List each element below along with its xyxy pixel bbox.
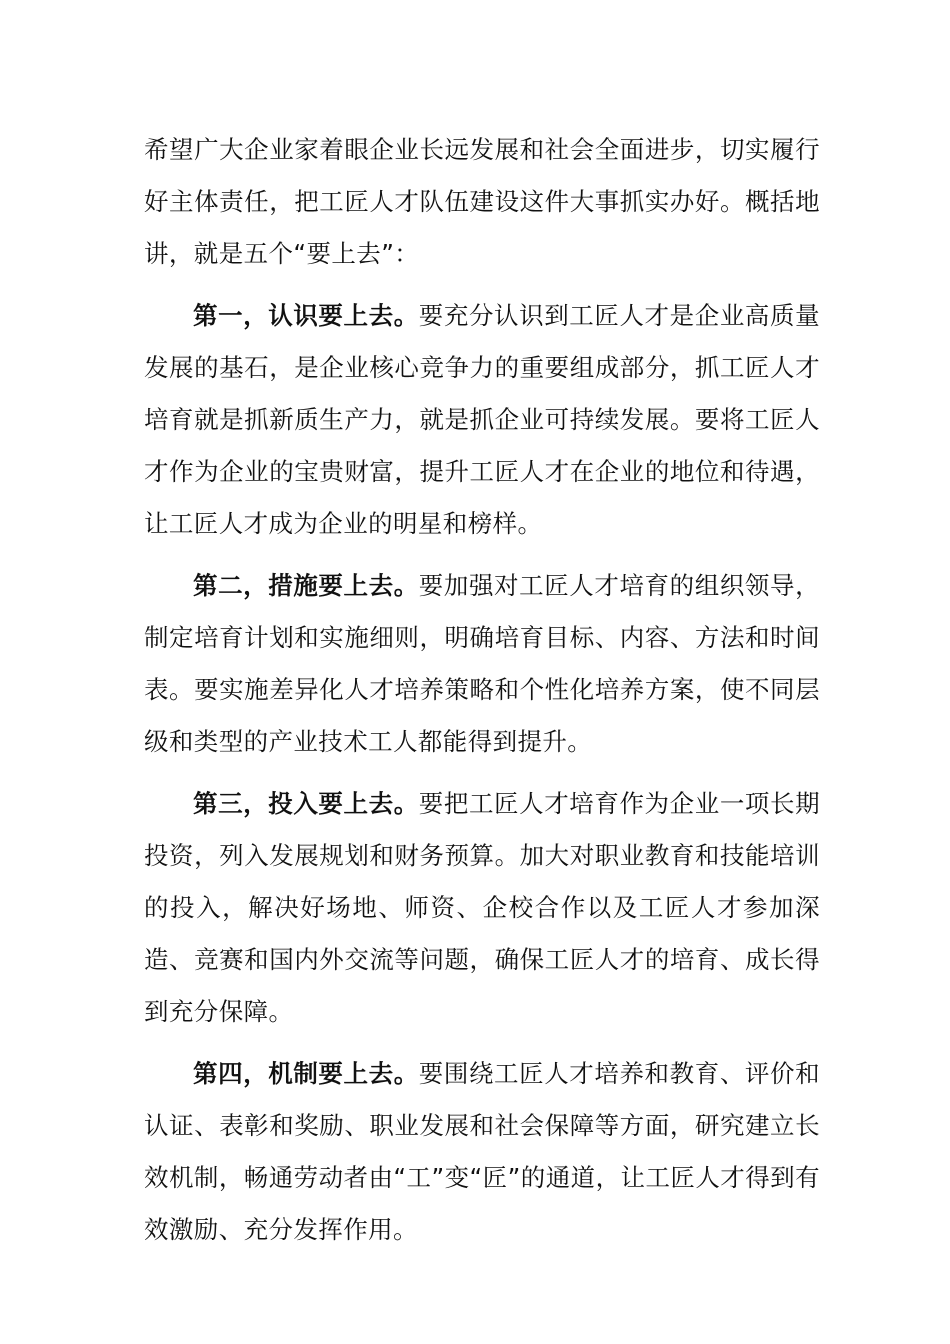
point-body-1: 要充分认识到工匠人才是企业高质量发展的基石，是企业核心竞争力的重要组成部分，抓工匠人才培育就是抓新质生产力，就是抓企业可持续发展。要将工匠人才作为企业的宝贵财富，提升工匠人才在企业的地位和待遇，让工匠人才成为企业的明星和榜样。 [144,301,820,538]
point-body-2: 要加强对工匠人才培育的组织领导，制定培育计划和实施细则，明确培育目标、内容、方法和时间表。要实施差异化人才培养策略和个性化培养方案，使不同层级和类型的产业技术工人都能得到提升。 [144,571,820,756]
point-paragraph-1 [144,290,820,550]
point-paragraph-4 [144,1048,820,1256]
point-heading-1: 第一，认识要上去。 [193,301,419,330]
document-body [144,124,820,1256]
point-heading-4: 第四，机制要上去。 [193,1059,419,1088]
point-heading-2: 第二，措施要上去。 [193,571,419,600]
point-paragraph-3 [144,778,820,1038]
point-paragraph-2 [144,560,820,768]
point-body-4: 要围绕工匠人才培养和教育、评价和认证、表彰和奖励、职业发展和社会保障等方面，研究建立长效机制，畅通劳动者由“工”变“匠”的通道，让工匠人才得到有效激励、充分发挥作用。 [144,1059,820,1244]
point-heading-3: 第三，投入要上去。 [193,789,419,818]
intro-paragraph: 希望广大企业家着眼企业长远发展和社会全面进步，切实履行好主体责任，把工匠人才队伍建设这件大事抓实办好。概括地讲，就是五个“要上去”： [144,135,820,268]
point-body-3: 要把工匠人才培育作为企业一项长期投资，列入发展规划和财务预算。加大对职业教育和技能培训的投入，解决好场地、师资、企校合作以及工匠人才参加深造、竞赛和国内外交流等问题，确保工匠人才的培育、成长得到充分保障。 [144,789,820,1026]
